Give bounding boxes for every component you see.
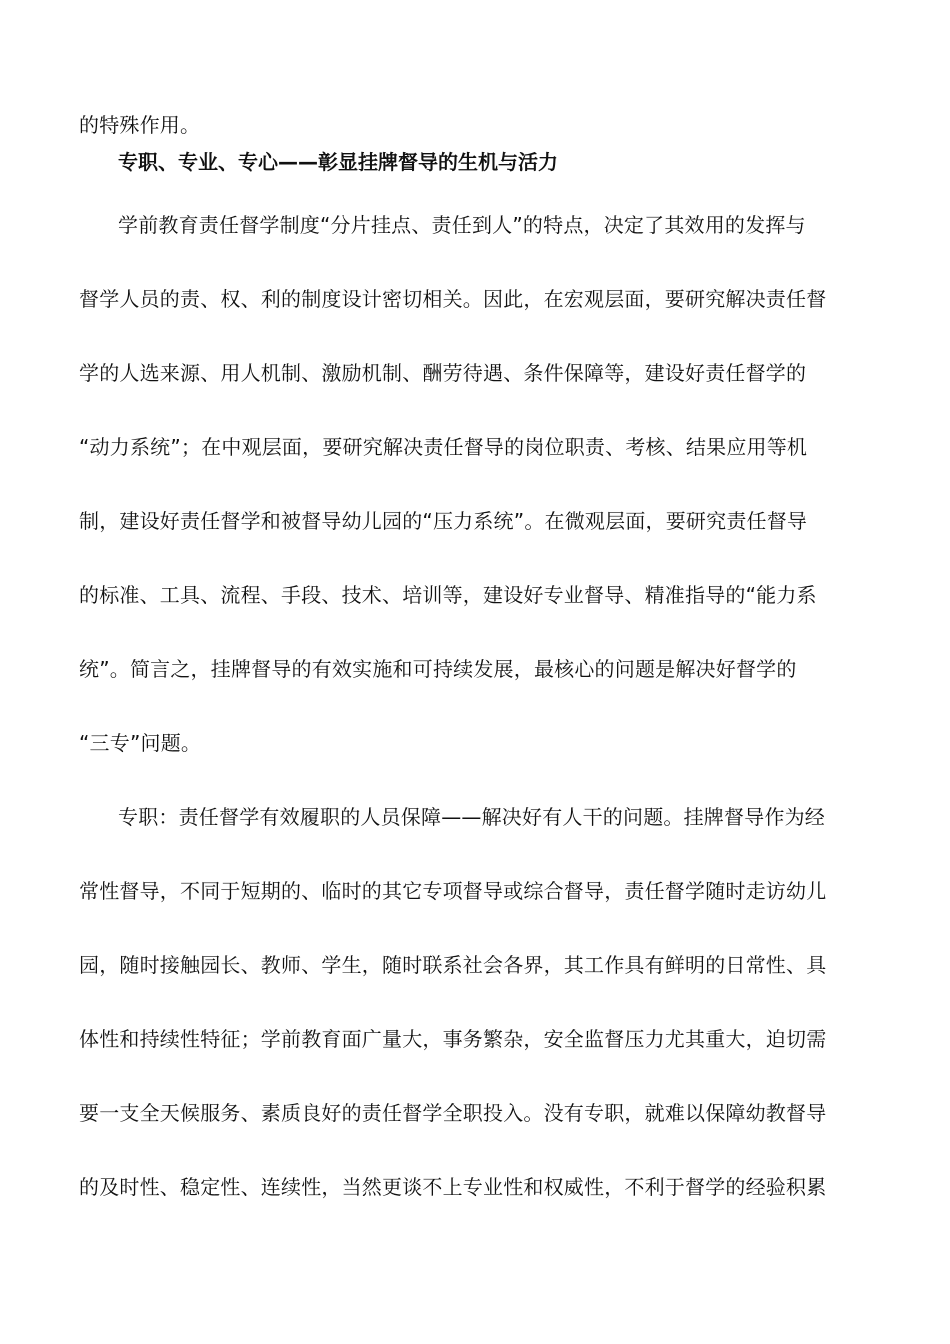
paragraph-line: 学前教育责任督学制度“分片挂点、责任到人”的特点，决定了其效用的发挥与 bbox=[118, 213, 806, 237]
paragraph-line: 专职：责任督学有效履职的人员保障——解决好有人干的问题。挂牌督导作为经 bbox=[118, 805, 825, 829]
paragraph-line: 制，建设好责任督学和被督导幼儿园的“压力系统”。在微观层面，要研究责任督导 bbox=[79, 509, 808, 533]
paragraph-line: 学的人选来源、用人机制、激励机制、酬劳待遇、条件保障等，建设好责任督学的 bbox=[79, 361, 807, 385]
paragraph-line: 的标准、工具、流程、手段、技术、培训等，建设好专业督导、精准指导的“能力系 bbox=[79, 583, 817, 607]
paragraph-line: 常性督导，不同于短期的、临时的其它专项督导或综合督导，责任督学随时走访幼儿 bbox=[79, 879, 827, 903]
paragraph-line: 体性和持续性特征；学前教育面广量大，事务繁杂，安全监督压力尤其重大，迫切需 bbox=[79, 1027, 827, 1051]
paragraph-line: 园，随时接触园长、教师、学生，随时联系社会各界，其工作具有鲜明的日常性、具 bbox=[79, 953, 827, 977]
section-heading: 专职、专业、专心——彰显挂牌督导的生机与活力 bbox=[118, 150, 558, 174]
paragraph-line: 要一支全天候服务、素质良好的责任督学全职投入。没有专职，就难以保障幼教督导 bbox=[79, 1101, 827, 1125]
paragraph-line: “三专”问题。 bbox=[79, 731, 202, 755]
intro-line: 的特殊作用。 bbox=[79, 113, 201, 137]
paragraph-line: 统”。简言之，挂牌督导的有效实施和可持续发展，最核心的问题是解决好督学的 bbox=[79, 657, 797, 681]
paragraph-line: 的及时性、稳定性、连续性，当然更谈不上专业性和权威性，不利于督学的经验积累 bbox=[79, 1175, 827, 1199]
paragraph-line: “动力系统”；在中观层面，要研究解决责任督导的岗位职责、考核、结果应用等机 bbox=[79, 435, 808, 459]
paragraph-line: 督学人员的责、权、利的制度设计密切相关。因此，在宏观层面，要研究解决责任督 bbox=[79, 287, 827, 311]
